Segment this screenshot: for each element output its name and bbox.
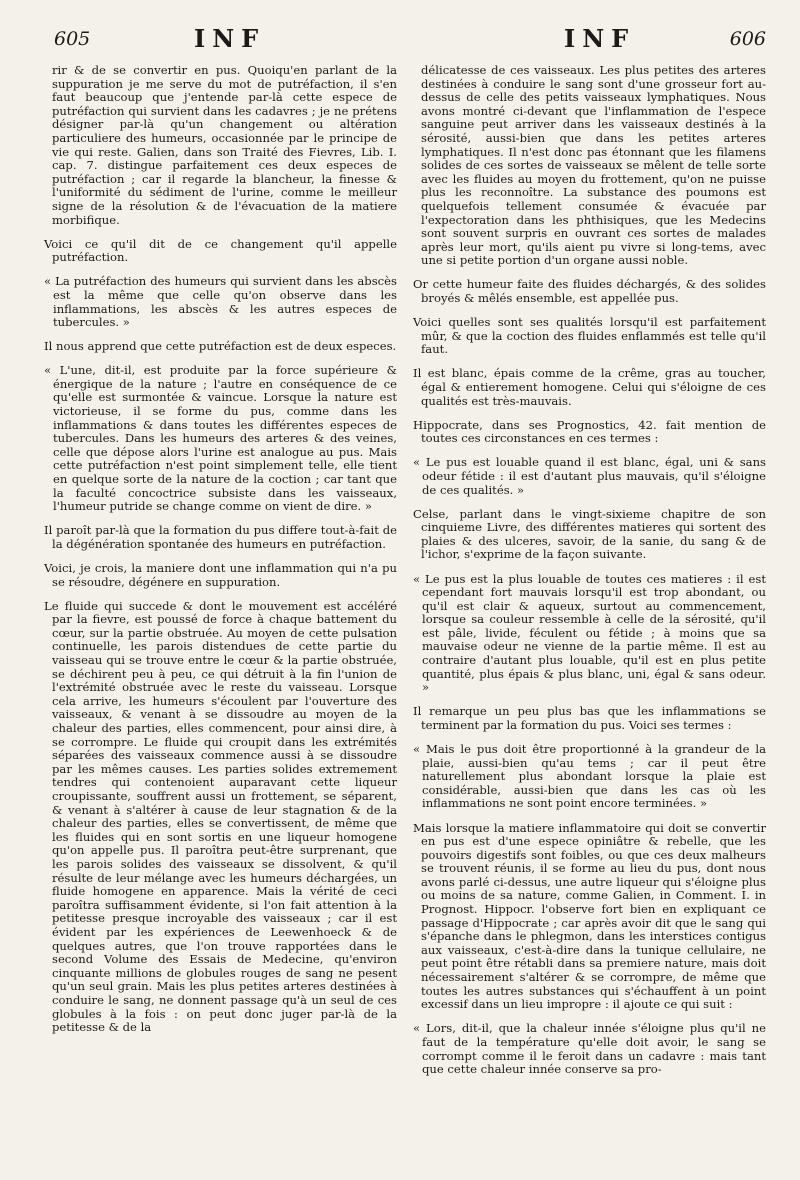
- running-head-right: INF: [564, 24, 636, 53]
- quotation: « Lors, dit-il, que la chaleur innée s'éloigne plus qu'il ne faut de la température qu'elle doit avoir, le sang se corrompt comme il le feroit dans un cadavre : mais tant que cette chaleur innée conserve sa pro-: [413, 1021, 766, 1077]
- paragraph: rir & de se convertir en pus. Quoiqu'en parlant de la suppuration je me serve du mot de putréfaction, il s'en faut beaucoup que j'entende par-là cette espece de putréfaction qui survient dans les cadavres ; je ne prétens désigner par-là qu'un changement ou altération particuliere des humeurs, occasionnée par le principe de vie qui reste. Galien, dans son Traité des Fievres, Lib. I. cap. 7. distingue parfaitement ces deux especes de putréfaction ; car il regarde la blancheur, la finesse & l'uniformité du sédiment de l'urine, comme le meilleur signe de la résolution & de l'évacuation de la matiere morbifique.: [52, 63, 397, 227]
- quotation: « L'une, dit-il, est produite par la force supérieure & énergique de la nature ; l'autre en conséquence de ce qu'elle est surmontée & vaincue. Lorsque la nature est victorieuse, il se forme du pus, comme dans les inflammations & dans toutes les différentes especes de tubercules. Dans les humeurs des arteres & des veines, celle que dépose alors l'urine est analogue au pus. Mais cette putréfaction n'est point simplement telle, elle tient en quelque sorte de la nature de la coction ; car tant que la faculté concoctrice subsiste dans les vaisseaux, l'humeur putride se change comme on vient de dire. »: [44, 363, 397, 514]
- paragraph: Or cette humeur faite des fluides déchargés, & des solides broyés & mêlés ensemble, est appellée pus.: [413, 277, 766, 305]
- page-header: [44, 22, 766, 64]
- page-number-right: 606: [729, 28, 766, 50]
- paragraph: Mais lorsque la matiere inflammatoire qui doit se convertir en pus est d'une espece opiniâtre & rebelle, que les pouvoirs digestifs sont foibles, ou que ces deux malheurs se trouvent réunis, il se forme au lieu du pus, dont nous avons parlé ci-dessus, une autre liqueur qui s'éloigne plus ou moins de sa nature, comme Galien, in Comment. I. in Prognost. Hippocr. l'observe fort bien en expliquant ce passage d'Hippocrate ; car après avoir dit que le sang qui s'épanche dans le phlegmon, dans les interstices contigus aux vaisseaux, c'est-à-dire dans la tunique cellulaire, ne peut point être rétabli dans sa premiere nature, mais doit nécessairement s'altérer & se corrompre, de même que toutes les autres substances qui s'échauffent à un point excessif dans un lieu impropre : il ajoute ce qui suit :: [413, 820, 766, 1012]
- paragraph: Celse, parlant dans le vingt-sixieme chapitre de son cinquieme Livre, des différentes matieres qui sortent des plaies & des ulceres, savoir, de la sanie, du sang & de l'ichor, s'exprime de la façon suivante.: [413, 506, 766, 562]
- quotation: « La putréfaction des humeurs qui survient dans les abscès est la même que celle qu'on observe dans les inflammations, les abscès & les autres especes de tubercules. »: [44, 274, 397, 330]
- running-head-left: INF: [194, 24, 266, 53]
- paragraph: Il nous apprend que cette putréfaction est de deux especes.: [44, 339, 397, 354]
- paragraph: Hippocrate, dans ses Prognostics, 42. fait mention de toutes ces circonstances en ces termes :: [413, 417, 766, 446]
- left-column: [44, 64, 397, 1087]
- text-columns: [44, 64, 766, 1087]
- paragraph: Il remarque un peu plus bas que les inflammations se terminent par la formation du pus. Voici ses termes :: [413, 704, 766, 732]
- paragraph: délicatesse de ces vaisseaux. Les plus petites des arteres destinées à conduire le sang sont d'une grosseur fort au-dessus de celle des petits vaisseaux lymphatiques. Nous avons montré ci-devant que l'inflammation de l'espece sanguine peut arriver dans les vaisseaux destinés à la sérosité, aussi-bien que dans les petites arteres lymphatiques. Il n'est donc pas étonnant que les filamens solides de ces sortes de vaisseaux se mêlent de telle sorte avec les fluides au moyen du frottement, qu'on ne puisse plus les reconnoître. La substance des poumons est quelquefois tellement consumée & évacuée par l'expectoration dans les phthisiques, que les Medecins sont souvent surpris en ouvrant ces sortes de malades après leur mort, qu'ils aient pu vivre si long-tems, avec une si petite portion d'un organe aussi noble.: [421, 63, 766, 268]
- paragraph: Voici, je crois, la maniere dont une inflammation qui n'a pu se résoudre, dégénere en suppuration.: [44, 561, 397, 589]
- quotation: « Mais le pus doit être proportionné à la grandeur de la plaie, aussi-bien qu'au tems ; car il peut être naturellement plus abondant lorsque la plaie est considérable, aussi-bien que dans les cas où les inflammations ne sont point encore terminées. »: [413, 742, 766, 811]
- quotation: « Le pus est louable quand il est blanc, égal, uni & sans odeur fétide : il est d'autant plus mauvais, qu'il s'éloigne de ces qualités. »: [413, 455, 766, 497]
- quotation: « Le pus est la plus louable de toutes ces matieres : il est cependant fort mauvais lorsqu'il est trop abondant, ou qu'il est clair & aqueux, surtout au commencement, lorsque sa couleur ressemble à celle de la sérosité, qu'il est pâle, livide, féculent ou fétide ; à moins que sa mauvaise odeur ne vienne de la partie même. Il est au contraire d'autant plus louable, qu'il est en plus petite quantité, plus épais & plus blanc, uni, égal & sans odeur. »: [413, 571, 766, 695]
- paragraph: Voici ce qu'il dit de ce changement qu'il appelle putréfaction.: [44, 236, 397, 265]
- paragraph: Le fluide qui succede & dont le mouvement est accéléré par la fievre, est poussé de force à chaque battement du cœur, sur la partie obstruée. Au moyen de cette pulsation continuelle, les parois distendues de cette partie du vaisseau qui se trouve entre le cœur & la partie obstruée, se déchirent peu à peu, ce qui détruit à la fin l'union de l'extrémité obstruée avec le reste du vaisseau. Lorsque cela arrive, les humeurs s'écoulent par l'ouverture des vaisseaux, & venant à se dissoudre au moyen de la chaleur des parties, elles commencent, pour ainsi dire, à se corrompre. Le fluide qui croupit dans les extrémités séparées des vaisseaux commence aussi à se dissoudre par les mêmes causes. Les parties solides extremement tendres qui contenoient auparavant cette liqueur croupissante, souffrent aussi un frottement, se séparent, & venant à s'altérer à cause de leur stagnation & de la chaleur des parties, elles se convertissent, de même que les fluides qui en sont sortis en une liqueur homogene qu'on appelle pus. Il paroîtra peut-être surprenant, que les parois solides des vaisseaux se dissolvent, & qu'il résulte de leur mélange avec les humeurs déchargées, un fluide homogene en apparence. Mais la vérité de ceci paroîtra suffisamment évidente, si l'on fait attention à la petitesse presque incroyable des vaisseaux ; car il est évident par les expériences de Leewenhoeck & de quelques autres, que l'on trouve rapportées dans le second Volume des Essais de Medecine, qu'environ cinquante millions de globules rouges de sang ne pesent qu'un seul grain. Mais les plus petites arteres destinées à conduire le sang, ne donnent passage qu'à un seul de ces globules à la fois : on peut donc juger par-là de la petitesse & de la: [44, 598, 397, 1035]
- paragraph: Voici quelles sont ses qualités lorsqu'il est parfaitement mûr, & que la coction des fluides enflammés est telle qu'il faut.: [413, 315, 766, 357]
- paragraph: Il paroît par-là que la formation du pus differe tout-à-fait de la dégénération spontanée des humeurs en putréfaction.: [44, 523, 397, 551]
- paragraph: Il est blanc, épais comme de la crême, gras au toucher, égal & entierement homogene. Celui qui s'éloigne de ces qualités est très-mauvais.: [413, 366, 766, 408]
- right-column: [413, 64, 766, 1087]
- page-number-left: 605: [54, 28, 91, 50]
